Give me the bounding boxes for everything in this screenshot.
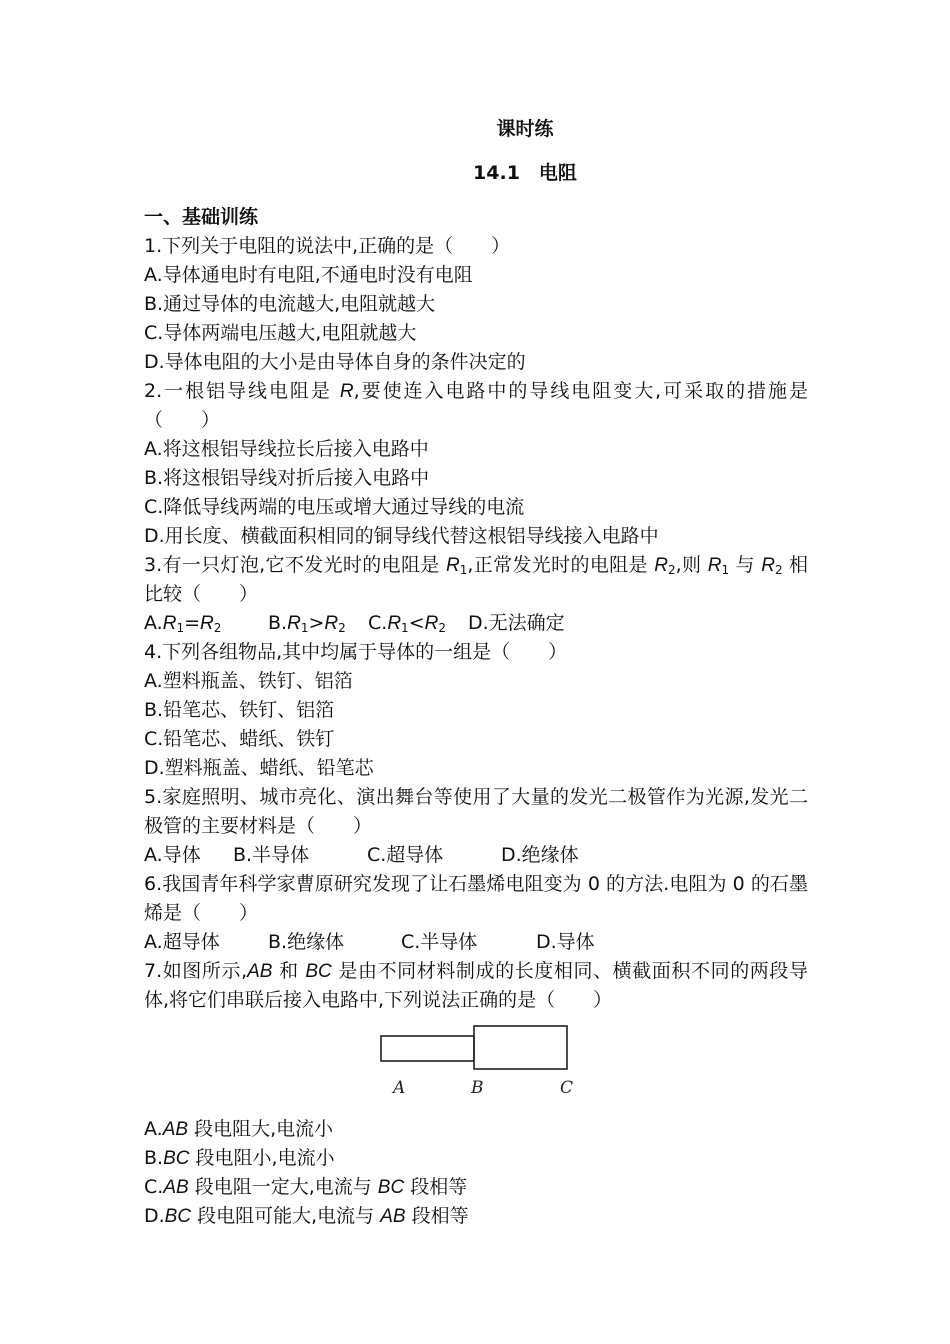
question-5-option-d: D.绝缘体: [501, 844, 579, 866]
question-6-option-c: C.半导体: [401, 931, 478, 953]
opt-text: 段相等: [404, 1176, 468, 1198]
question-2-stem: [144, 377, 808, 435]
q3-var: R: [200, 613, 214, 634]
q3-var: R: [707, 555, 722, 576]
q3-var: R: [446, 555, 460, 576]
question-6-option-b: B.绝缘体: [268, 931, 345, 953]
q7-stem-post: 是由不同材料制成的长度相同、横截面积不同的两段导体,将它们串联后接入电路中,下列说法正确的是（ ）: [144, 960, 808, 1011]
opt-prefix: D.: [144, 1205, 165, 1227]
q3-var: R: [324, 613, 339, 634]
opt-prefix: B.: [144, 1147, 164, 1169]
question-2-option-d: D.用长度、横截面积相同的铜导线代替这根铝导线接入电路中: [144, 525, 659, 547]
opt-operator: >: [308, 612, 325, 634]
q7-ab: AB: [380, 1206, 406, 1227]
question-4-option-d: D.塑料瓶盖、蜡纸、铅笔芯: [144, 757, 374, 779]
q3-sub: 1: [459, 563, 468, 577]
worksheet-title: 课时练: [496, 118, 554, 140]
q7-bc: BC: [164, 1206, 192, 1227]
q3-sub: 2: [438, 621, 446, 635]
q3-var: R: [654, 555, 668, 576]
q7-ab: AB: [163, 1177, 189, 1198]
opt-prefix: A.: [144, 1118, 163, 1140]
q3-var: R: [424, 613, 439, 634]
q3-sub: 1: [721, 563, 730, 577]
q3-sub: 1: [300, 621, 309, 635]
question-4-option-a: A.塑料瓶盖、铁钉、铝箔: [144, 670, 353, 692]
q3-sub: 1: [401, 621, 409, 635]
question-3-option-a: [144, 609, 268, 638]
question-2-option-c: C.降低导线两端的电压或增大通过导线的电流: [144, 496, 525, 518]
q3-sub: 2: [667, 563, 676, 577]
q7-bc: BC: [163, 1148, 190, 1169]
question-1-stem: 1.下列关于电阻的说法中,正确的是（ ）: [144, 235, 511, 257]
opt-operator: <: [408, 612, 425, 634]
question-2-option-b: B.将这根铝导线对折后接入电路中: [144, 467, 430, 489]
lesson-title: 14.1 电阻: [473, 162, 577, 184]
opt-text: 段电阻大,电流小: [188, 1118, 334, 1140]
q3-stem-a: 3.有一只灯泡,它不发光时的电阻是: [144, 554, 447, 576]
q3-sub: 2: [213, 621, 222, 635]
opt-text: 段相等: [405, 1205, 469, 1227]
question-4-option-c: C.铅笔芯、蜡纸、铁钉: [144, 728, 335, 750]
question-5-option-b: B.半导体: [233, 844, 310, 866]
question-7-option-b: [144, 1144, 808, 1173]
q2-stem-post: ,要使连入电路中的导线电阻变大,可采取的措施是（ ）: [144, 380, 808, 431]
opt-prefix: C.: [368, 612, 388, 634]
question-3-option-d: D.无法确定: [468, 612, 565, 634]
q3-sub: 2: [774, 563, 783, 577]
question-5-option-c: C.超导体: [367, 844, 444, 866]
question-5-options: [144, 841, 808, 870]
segment-bc-rect: [474, 1026, 567, 1069]
q3-sub: 2: [338, 621, 346, 635]
q2-var-r: R: [339, 381, 354, 402]
q7-bc: BC: [377, 1177, 405, 1198]
question-1-option-d: D.导体电阻的大小是由导体自身的条件决定的: [144, 351, 526, 373]
q7-and: 和: [272, 960, 306, 982]
worksheet-content: [144, 203, 808, 1231]
question-6-option-d: D.导体: [536, 931, 595, 953]
q3-stem-d: 与: [729, 554, 762, 576]
question-3-options: [144, 609, 808, 638]
conductor-diagram: [378, 1017, 578, 1097]
question-6-stem: 6.我国青年科学家曹原研究发现了让石墨烯电阻变为 0 的方法.电阻为 0 的石墨烯是（ ）: [144, 873, 808, 924]
question-6-option-a: A.超导体: [144, 931, 220, 953]
figure-label-a: A: [393, 1078, 406, 1097]
q7-ab: AB: [162, 1119, 189, 1140]
question-1-option-c: C.导体两端电压越大,电阻就越大: [144, 322, 417, 344]
opt-prefix: C.: [144, 1176, 164, 1198]
q3-var: R: [387, 613, 402, 634]
opt-prefix: B.: [268, 612, 288, 634]
question-7-option-a: [144, 1115, 808, 1144]
opt-text: 段电阻小,电流小: [189, 1147, 335, 1169]
question-4-option-b: B.铅笔芯、铁钉、铝箔: [144, 699, 335, 721]
question-7-stem: [144, 957, 808, 1015]
q3-stem-b: ,正常发光时的电阻是: [467, 554, 655, 576]
opt-operator: =: [184, 612, 200, 634]
question-2-option-a: A.将这根铝导线拉长后接入电路中: [144, 438, 429, 460]
q3-stem-e: 相比较（ ）: [144, 554, 808, 605]
figure-label-b: B: [471, 1078, 484, 1097]
conductor-figure: [144, 1015, 808, 1115]
question-5-option-a: A.导体: [144, 844, 201, 866]
opt-prefix: A.: [144, 612, 163, 634]
question-3-stem: [144, 551, 808, 609]
q3-sub: 1: [176, 621, 185, 635]
q3-var: R: [761, 555, 775, 576]
figure-label-c: C: [560, 1078, 574, 1097]
q3-stem-c: ,则: [675, 554, 708, 576]
question-1-option-b: B.通过导体的电流越大,电阻就越大: [144, 293, 436, 315]
question-4-stem: 4.下列各组物品,其中均属于导体的一组是（ ）: [144, 641, 568, 663]
section-heading: 一、基础训练: [144, 206, 259, 228]
opt-text: 段电阻可能大,电流与: [191, 1205, 381, 1227]
question-1-option-a: A.导体通电时有电阻,不通电时没有电阻: [144, 264, 473, 286]
question-3-option-b: [268, 609, 368, 638]
question-3-option-c: [368, 609, 468, 638]
q3-var: R: [287, 613, 301, 634]
question-5-stem: 5.家庭照明、城市亮化、演出舞台等使用了大量的发光二极管作为光源,发光二极管的主要材料是（ ）: [144, 786, 808, 837]
q2-stem-pre: 2.一根铝导线电阻是: [144, 380, 340, 402]
q7-bc: BC: [305, 961, 332, 982]
q7-stem-pre: 7.如图所示,: [144, 960, 248, 982]
q7-ab: AB: [247, 961, 273, 982]
opt-text: 段电阻一定大,电流与: [188, 1176, 378, 1198]
question-7-option-d: [144, 1202, 808, 1231]
q3-var: R: [162, 613, 177, 634]
segment-ab-rect: [381, 1036, 474, 1061]
question-6-options: [144, 928, 808, 957]
question-7-option-c: [144, 1173, 808, 1202]
